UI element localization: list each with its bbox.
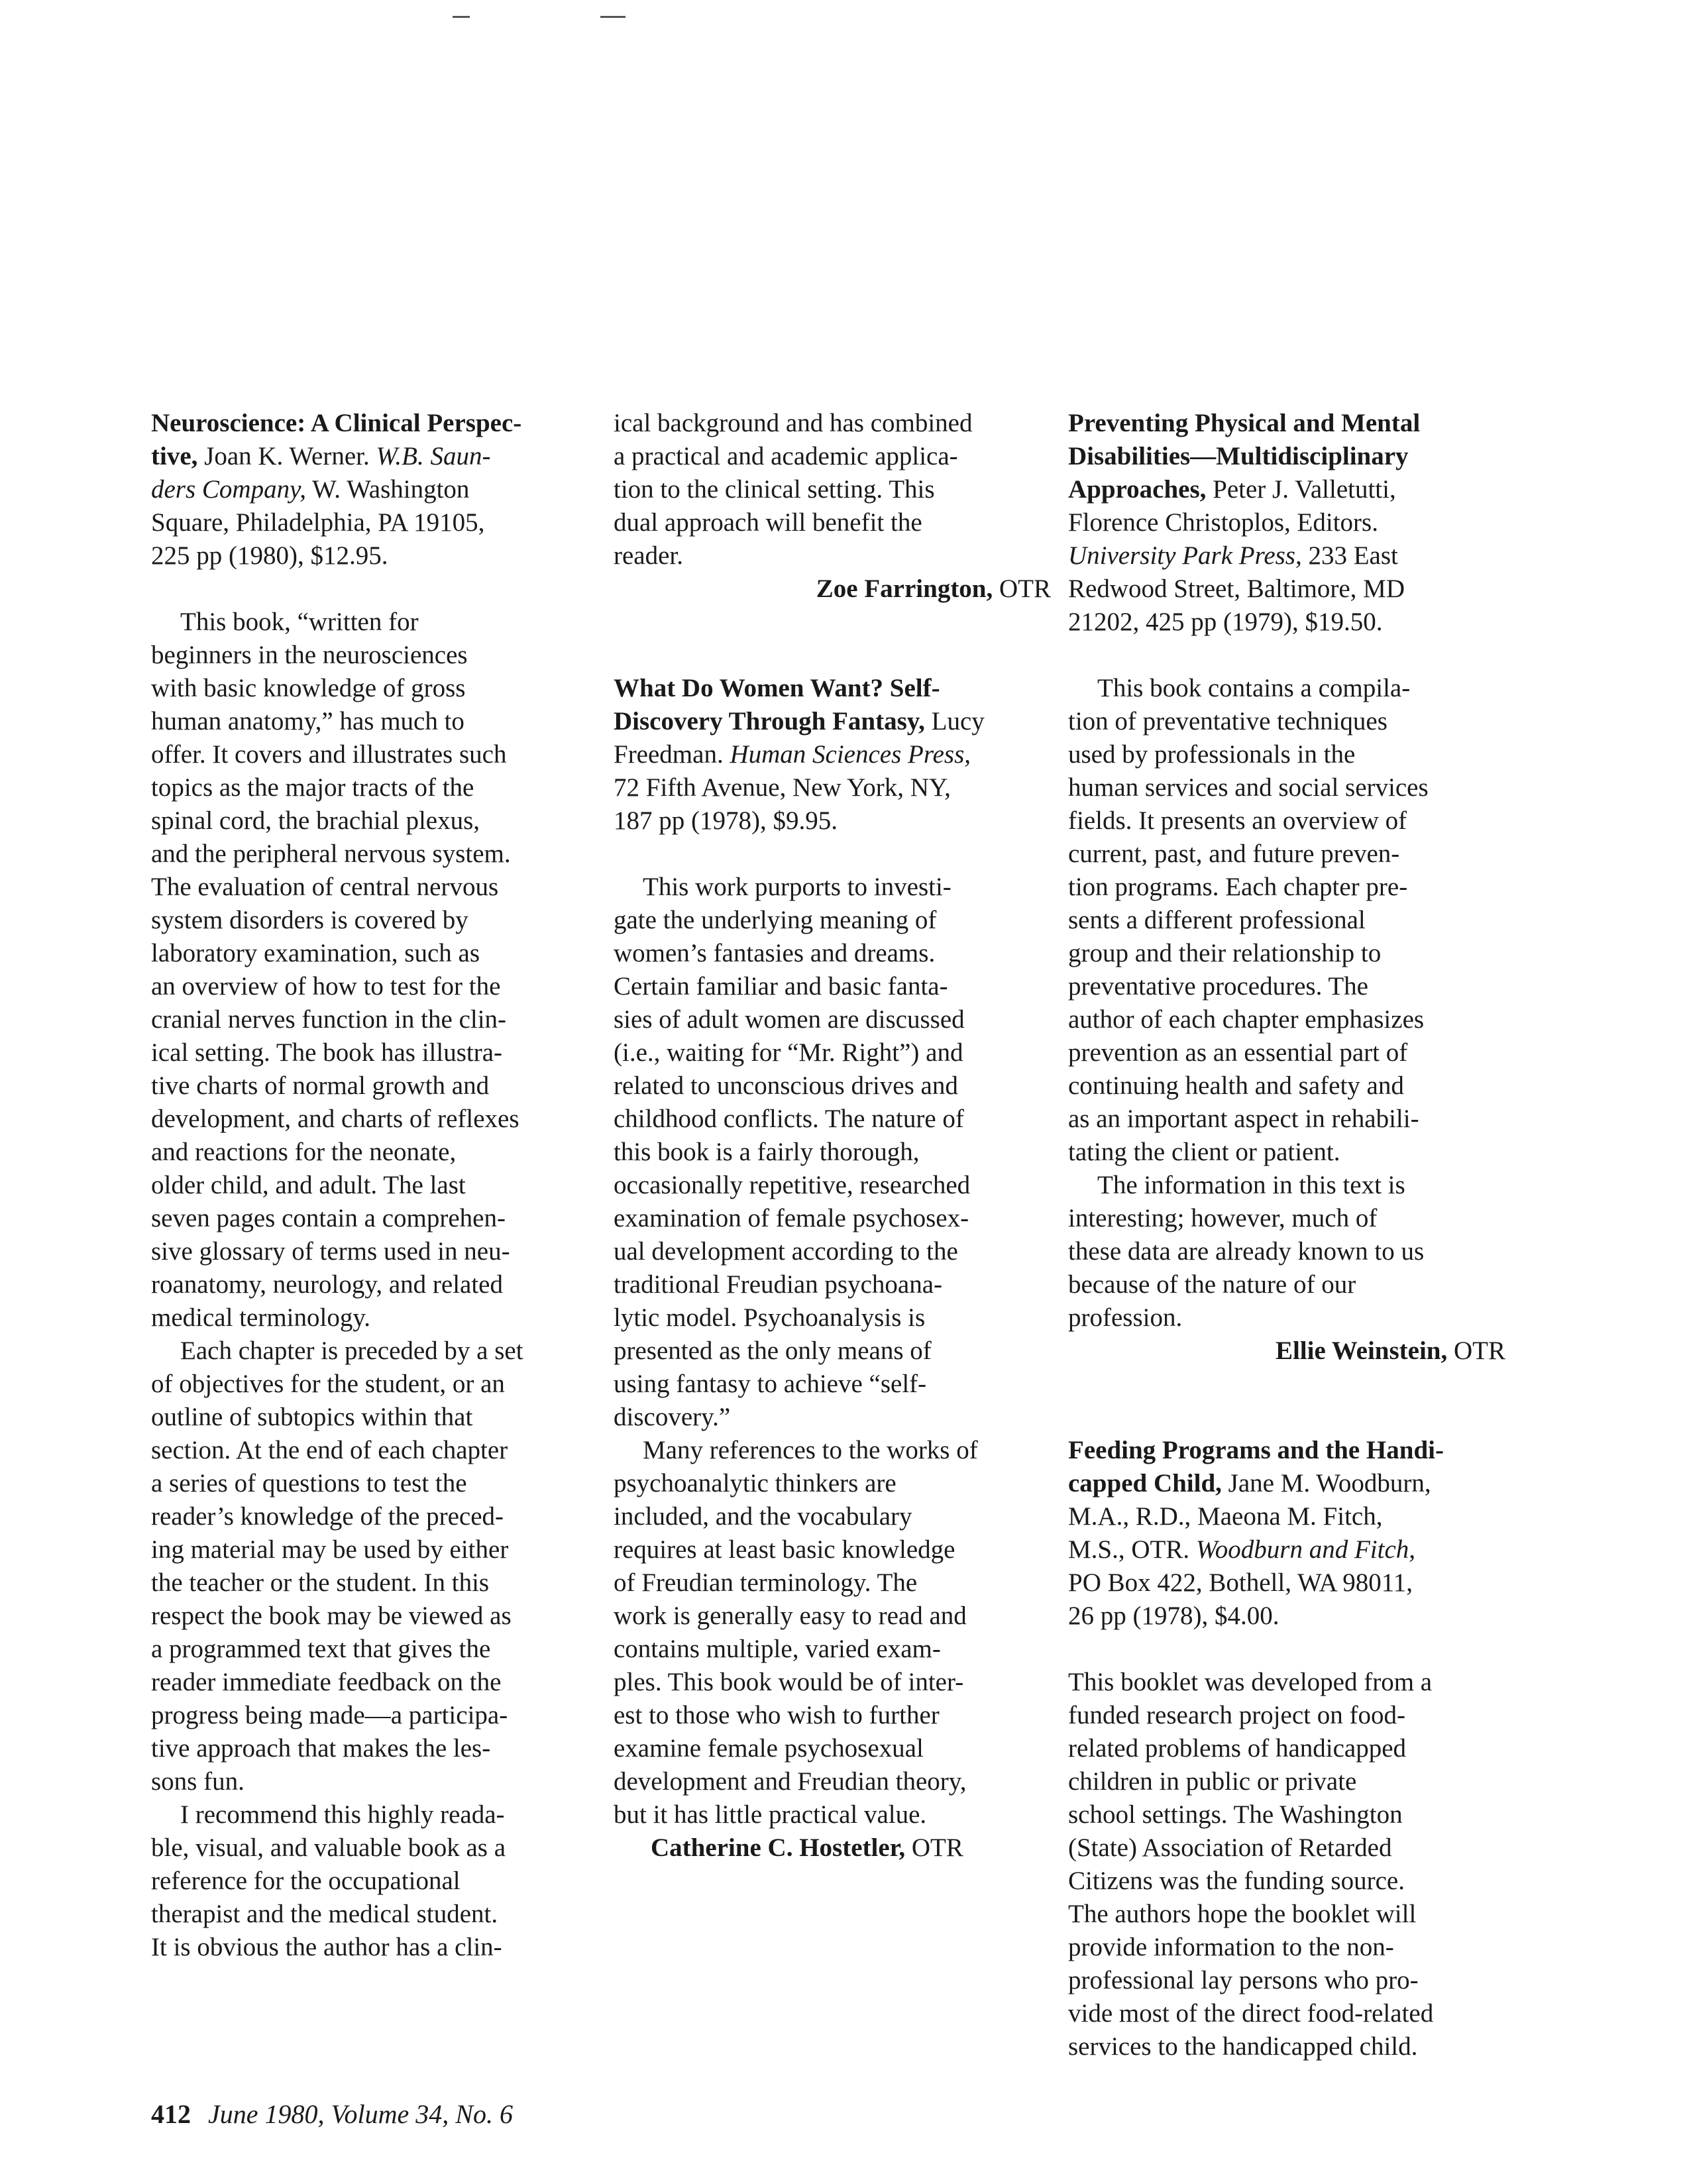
review-heading: [151, 407, 588, 573]
body-line: topics as the major tracts of the: [151, 773, 474, 802]
body-line: spinal cord, the brachial plexus,: [151, 806, 480, 835]
review-body: [614, 871, 1051, 1831]
page-number: 412: [151, 2099, 191, 2129]
heading-line: [1068, 1434, 1505, 1467]
heading-line: [614, 804, 1051, 838]
book-title: Preventing Physical and Mental: [1068, 409, 1421, 437]
body-line: reader’s knowledge of the preced-: [151, 1502, 504, 1531]
body-line: ual development according to the: [614, 1237, 958, 1266]
heading-line: [614, 738, 1051, 771]
review-heading: [1068, 1434, 1505, 1633]
body-line: used by professionals in the: [1068, 740, 1356, 769]
body-line: sons fun.: [151, 1767, 245, 1796]
body-line: continuing health and safety and: [1068, 1071, 1404, 1100]
address: Square, Philadelphia, PA 19105,: [151, 508, 485, 537]
address: 72 Fifth Avenue, New York, NY,: [614, 773, 951, 802]
body-line: children in public or private: [1068, 1767, 1357, 1796]
book-title: tive,: [151, 442, 198, 470]
body-line: dual approach will benefit the: [614, 508, 922, 537]
page-footer: [151, 2099, 513, 2130]
body-line: gate the underlying meaning of: [614, 906, 937, 934]
column-1: [151, 407, 588, 1964]
body-line: included, and the vocabulary: [614, 1502, 912, 1531]
publisher: ders Company,: [151, 475, 306, 504]
body-line: ples. This book would be of inter-: [614, 1668, 964, 1696]
body-line: The information in this text is: [1097, 1171, 1405, 1199]
body-line: preventative procedures. The: [1068, 972, 1368, 1001]
book-title: Neuroscience: A Clinical Perspec-: [151, 409, 522, 437]
body-line: (State) Association of Retarded: [1068, 1833, 1392, 1862]
body-line: examine female psychosexual: [614, 1734, 924, 1763]
body-line: est to those who wish to further: [614, 1701, 940, 1729]
body-line: fields. It presents an overview of: [1068, 806, 1407, 835]
body-line: psychoanalytic thinkers are: [614, 1469, 897, 1498]
body-line: section. At the end of each chapter: [151, 1436, 508, 1464]
body-line: therapist and the medical student.: [151, 1900, 498, 1928]
body-line: discovery.”: [614, 1403, 731, 1431]
body-line: these data are already known to us: [1068, 1237, 1425, 1266]
book-title: Feeding Programs and the Handi-: [1068, 1436, 1444, 1464]
body-line: Each chapter is preceded by a set: [180, 1337, 523, 1365]
heading-line: [151, 407, 588, 440]
body-line: Many references to the works of: [643, 1436, 978, 1464]
body-line: Certain familiar and basic fanta-: [614, 972, 948, 1001]
book-title: capped Child,: [1068, 1469, 1222, 1498]
body-line: tive charts of normal growth and: [151, 1071, 490, 1100]
review-heading: [614, 672, 1051, 838]
author: Jane M. Woodburn,: [1221, 1469, 1431, 1498]
heading-line: [1068, 573, 1505, 606]
heading-line: [1068, 1600, 1505, 1633]
pages-price: 21202, 425 pp (1979), $19.50.: [1068, 608, 1383, 636]
body-line: and reactions for the neonate,: [151, 1138, 457, 1166]
body-line: I recommend this highly reada-: [180, 1800, 505, 1829]
heading-line: [151, 506, 588, 539]
body-line: reference for the occupational: [151, 1867, 461, 1895]
reviewer-title: OTR: [905, 1833, 963, 1862]
body-line: a practical and academic applica-: [614, 442, 958, 470]
review-body: [1068, 1666, 1505, 2063]
reviewer-name: Ellie Weinstein,: [1275, 1337, 1448, 1365]
address: W. Washington: [306, 475, 470, 504]
body-line: presented as the only means of: [614, 1337, 932, 1365]
body-line: because of the nature of our: [1068, 1270, 1356, 1299]
publisher: Woodburn and Fitch,: [1195, 1535, 1416, 1564]
body-line: current, past, and future preven-: [1068, 840, 1400, 868]
reviewer-name: Zoe Farrington,: [816, 574, 993, 603]
body-line: development, and charts of reflexes: [151, 1105, 519, 1133]
heading-line: [1068, 1533, 1505, 1566]
column-2: [614, 407, 1051, 1865]
body-line: an overview of how to test for the: [151, 972, 501, 1001]
heading-line: [1068, 1500, 1505, 1533]
body-line: outline of subtopics within that: [151, 1403, 473, 1431]
body-line: services to the handicapped child.: [1068, 2032, 1418, 2061]
address: 233 East: [1301, 541, 1398, 570]
book-title: Disabilities—Multidisciplinary: [1068, 442, 1409, 470]
body-line: the teacher or the student. In this: [151, 1568, 490, 1597]
body-line: It is obvious the author has a clin-: [151, 1933, 502, 1961]
body-line: sies of adult women are discussed: [614, 1005, 965, 1034]
body-line: sive glossary of terms used in neu-: [151, 1237, 510, 1266]
body-line: tion of preventative techniques: [1068, 707, 1388, 736]
body-line: related problems of handicapped: [1068, 1734, 1407, 1763]
body-line: seven pages contain a comprehen-: [151, 1204, 506, 1232]
book-title: Discovery Through Fantasy,: [614, 707, 925, 736]
address: PO Box 422, Bothell, WA 98011,: [1068, 1568, 1413, 1597]
body-line: profession.: [1068, 1303, 1183, 1332]
heading-line: [1068, 1467, 1505, 1500]
scan-mark: [600, 16, 626, 18]
book-title: Approaches,: [1068, 475, 1207, 504]
body-line: ical background and has combined: [614, 409, 973, 437]
author: Lucy: [924, 707, 985, 736]
body-line: (i.e., waiting for “Mr. Right”) and: [614, 1038, 963, 1067]
body-line: progress being made—a participa-: [151, 1701, 508, 1729]
pages-price: 187 pp (1978), $9.95.: [614, 806, 838, 835]
heading-line: [1068, 606, 1505, 639]
review-body-continued: [614, 407, 1051, 573]
body-line: author of each chapter emphasizes: [1068, 1005, 1425, 1034]
body-line: using fantasy to achieve “self-: [614, 1370, 927, 1398]
review-body: [151, 606, 588, 1964]
body-line: tating the client or patient.: [1068, 1138, 1340, 1166]
body-line: funded research project on food-: [1068, 1701, 1405, 1729]
heading-line: [614, 771, 1051, 804]
body-line: sents a different professional: [1068, 906, 1366, 934]
body-line: occasionally repetitive, researched: [614, 1171, 971, 1199]
heading-line: [151, 473, 588, 506]
review-heading: [1068, 407, 1505, 639]
editors: Peter J. Valletutti,: [1206, 475, 1396, 504]
body-line: The evaluation of central nervous: [151, 873, 499, 901]
body-line: laboratory examination, such as: [151, 939, 480, 967]
body-line: cranial nerves function in the clin-: [151, 1005, 507, 1034]
heading-line: [1068, 407, 1505, 440]
heading-line: [1068, 539, 1505, 573]
body-line: This work purports to investi-: [643, 873, 952, 901]
body-line: women’s fantasies and dreams.: [614, 939, 936, 967]
body-line: as an important aspect in rehabili-: [1068, 1105, 1419, 1133]
body-line: interesting; however, much of: [1068, 1204, 1378, 1232]
author: M.A., R.D., Maeona M. Fitch,: [1068, 1502, 1383, 1531]
body-line: ical setting. The book has illustra-: [151, 1038, 503, 1067]
body-line: medical terminology.: [151, 1303, 371, 1332]
body-line: human services and social services: [1068, 773, 1429, 802]
scan-mark: [453, 16, 470, 18]
heading-line: [151, 539, 588, 573]
body-line: of Freudian terminology. The: [614, 1568, 918, 1597]
author: Freedman.: [614, 740, 730, 769]
heading-line: [1068, 440, 1505, 473]
body-line: beginners in the neurosciences: [151, 641, 468, 669]
heading-line: [614, 672, 1051, 705]
publisher: Human Sciences Press,: [730, 740, 971, 769]
editors: Florence Christoplos, Editors.: [1068, 508, 1378, 537]
publisher: W.B. Saun-: [376, 442, 491, 470]
body-line: roanatomy, neurology, and related: [151, 1270, 503, 1299]
heading-line: [1068, 473, 1505, 506]
body-line: This book contains a compila-: [1097, 674, 1411, 702]
body-line: tive approach that makes the les-: [151, 1734, 491, 1763]
reviewer-title: OTR: [1447, 1337, 1505, 1365]
address: Redwood Street, Baltimore, MD: [1068, 574, 1405, 603]
journal-issue: June 1980, Volume 34, No. 6: [208, 2099, 513, 2129]
body-line: tion to the clinical setting. This: [614, 475, 935, 504]
body-line: The authors hope the booklet will: [1068, 1900, 1417, 1928]
body-line: older child, and adult. The last: [151, 1171, 466, 1199]
body-line: work is generally easy to read and: [614, 1602, 967, 1630]
reviewer-signature: [1068, 1335, 1505, 1368]
heading-line: [1068, 506, 1505, 539]
body-line: This booklet was developed from a: [1068, 1668, 1433, 1696]
body-line: requires at least basic knowledge: [614, 1535, 955, 1564]
review-body: [1068, 672, 1505, 1335]
body-line: lytic model. Psychoanalysis is: [614, 1303, 926, 1332]
body-line: group and their relationship to: [1068, 939, 1382, 967]
body-line: system disorders is covered by: [151, 906, 468, 934]
body-line: This book, “written for: [180, 608, 419, 636]
body-line: respect the book may be viewed as: [151, 1602, 512, 1630]
body-line: tion programs. Each chapter pre-: [1068, 873, 1408, 901]
body-line: childhood conflicts. The nature of: [614, 1105, 964, 1133]
body-line: offer. It covers and illustrates such: [151, 740, 507, 769]
heading-line: [614, 705, 1051, 738]
body-line: traditional Freudian psychoana-: [614, 1270, 943, 1299]
pages-price: 26 pp (1978), $4.00.: [1068, 1602, 1279, 1630]
body-line: Citizens was the funding source.: [1068, 1867, 1405, 1895]
body-line: a programmed text that gives the: [151, 1635, 491, 1663]
body-line: a series of questions to test the: [151, 1469, 467, 1498]
reviewer-title: OTR: [993, 574, 1051, 603]
pages-price: 225 pp (1980), $12.95.: [151, 541, 388, 570]
heading-line: [151, 440, 588, 473]
body-line: reader immediate feedback on the: [151, 1668, 502, 1696]
body-line: development and Freudian theory,: [614, 1767, 967, 1796]
body-line: but it has little practical value.: [614, 1800, 927, 1829]
body-line: examination of female psychosex-: [614, 1204, 969, 1232]
body-line: human anatomy,” has much to: [151, 707, 464, 736]
author: Joan K. Werner.: [197, 442, 376, 470]
reviewer-name: Catherine C. Hostetler,: [651, 1833, 906, 1862]
body-line: vide most of the direct food-related: [1068, 1999, 1434, 2028]
reviewer-signature: [614, 573, 1051, 606]
body-line: ing material may be used by either: [151, 1535, 509, 1564]
body-line: ble, visual, and valuable book as a: [151, 1833, 506, 1862]
body-line: related to unconscious drives and: [614, 1071, 958, 1100]
body-line: contains multiple, varied exam-: [614, 1635, 941, 1663]
body-line: school settings. The Washington: [1068, 1800, 1403, 1829]
body-line: reader.: [614, 541, 684, 570]
body-line: prevention as an essential part of: [1068, 1038, 1408, 1067]
author: M.S., OTR.: [1068, 1535, 1196, 1564]
reviewer-signature: [614, 1831, 1051, 1865]
body-line: with basic knowledge of gross: [151, 674, 466, 702]
body-line: provide information to the non-: [1068, 1933, 1394, 1961]
publisher: University Park Press,: [1068, 541, 1302, 570]
book-title: What Do Women Want? Self-: [614, 674, 940, 702]
body-line: this book is a fairly thorough,: [614, 1138, 920, 1166]
heading-line: [1068, 1566, 1505, 1600]
body-line: of objectives for the student, or an: [151, 1370, 505, 1398]
body-line: professional lay persons who pro-: [1068, 1966, 1419, 1994]
column-3: [1068, 407, 1505, 2063]
body-line: and the peripheral nervous system.: [151, 840, 511, 868]
